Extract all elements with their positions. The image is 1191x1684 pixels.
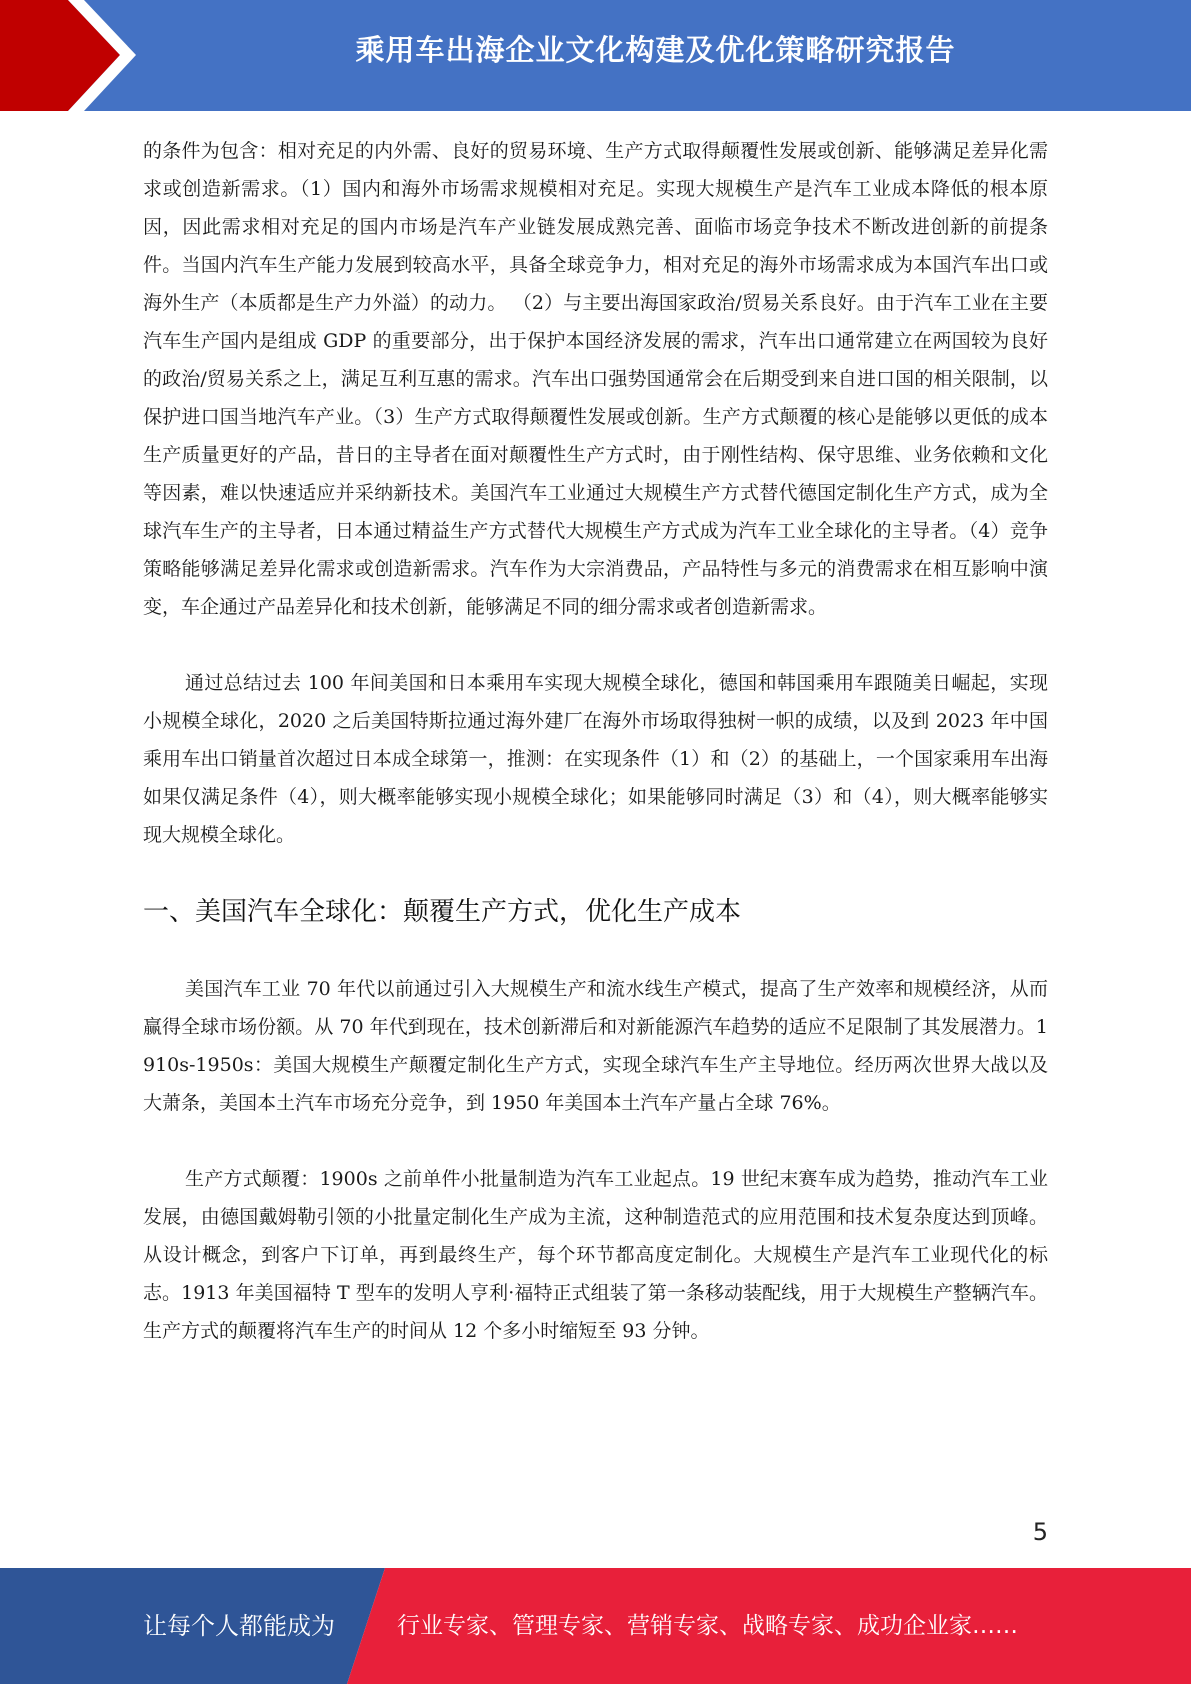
body-paragraph: 生产方式颠覆：1900s 之前单件小批量制造为汽车工业起点。19 世纪末赛车成为趋势，推动汽车工业发展，由德国戴姆勒引领的小批量定制化生产成为主流，这种制造范式的应用范围和技术复杂度达到顶峰。从设计概念，到客户下订单，再到最终生产，每个环节都高度定制化。大规模生产是汽车工业现代化的标志。1913 年美国福特 T 型车的发明人亨利·福特正式组装了第一条移动装配线，用于大规模生产整辆汽车。生产方式的颠覆将汽车生产的时间从 12 个多小时缩短至 93 分钟。 <box>143 1168 1048 1342</box>
section-heading: 一、美国汽车全球化：颠覆生产方式，优化生产成本 <box>143 897 742 927</box>
document-body <box>143 132 1048 1350</box>
page-footer <box>0 1568 1191 1684</box>
body-paragraph: 美国汽车工业 70 年代以前通过引入大规模生产和流水线生产模式，提高了生产效率和规模经济，从而赢得全球市场份额。从 70 年代到现在，技术创新滞后和对新能源汽车趋势的适应不足限制了其发展潜力。1910s-1950s：美国大规模生产颠覆定制化生产方式，实现全球汽车生产主导地位。经历两次世界大战以及大萧条，美国本土汽车市场充分竞争，到 1950 年美国本土汽车产量占全球 76%。 <box>143 978 1048 1114</box>
page-number: 5 <box>1032 1518 1048 1546</box>
body-paragraph: 通过总结过去 100 年间美国和日本乘用车实现大规模全球化，德国和韩国乘用车跟随美日崛起，实现小规模全球化，2020 之后美国特斯拉通过海外建厂在海外市场取得独树一帜的成绩，以及到 2023 年中国乘用车出口销量首次超过日本成全球第一，推测：在实现条件（1）和（2）的基础上，一个国家乘用车出海如果仅满足条件（4），则大概率能够实现小规模全球化；如果能够同时满足（3）和（4），则大概率能够实现大规模全球化。 <box>143 672 1048 846</box>
page-header <box>0 0 1191 111</box>
report-title: 乘用车出海企业文化构建及优化策略研究报告 <box>355 33 956 67</box>
footer-slogan-left: 让每个人都能成为 <box>143 1612 335 1640</box>
footer-slogan-right: 行业专家、管理专家、营销专家、战略专家、成功企业家…… <box>397 1613 1018 1639</box>
header-arrow-decoration <box>0 0 160 111</box>
body-paragraph: 的条件为包含：相对充足的内外需、良好的贸易环境、生产方式取得颠覆性发展或创新、能够满足差异化需求或创造新需求。（1）国内和海外市场需求规模相对充足。实现大规模生产是汽车工业成本降低的根本原因，因此需求相对充足的国内市场是汽车产业链发展成熟完善、面临市场竞争技术不断改进创新的前提条件。当国内汽车生产能力发展到较高水平，具备全球竞争力，相对充足的海外市场需求成为本国汽车出口或海外生产（本质都是生产力外溢）的动力。 （2）与主要出海国家政治/贸易关系良好。由于汽车工业在主要汽车生产国内是组成 GDP 的重要部分，出于保护本国经济发展的需求，汽车出口通常建立在两国较为良好的政治/贸易关系之上，满足互利互惠的需求。汽车出口强势国通常会在后期受到来自进口国的相关限制，以保护进口国当地汽车产业。（3）生产方式取得颠覆性发展或创新。生产方式颠覆的核心是能够以更低的成本生产质量更好的产品，昔日的主导者在面对颠覆性生产方式时，由于刚性结构、保守思维、业务依赖和文化等因素，难以快速适应并采纳新技术。美国汽车工业通过大规模生产方式替代德国定制化生产方式，成为全球汽车生产的主导者，日本通过精益生产方式替代大规模生产方式成为汽车工业全球化的主导者。（4）竞争策略能够满足差异化需求或创造新需求。汽车作为大宗消费品，产品特性与多元的消费需求在相互影响中演变，车企通过产品差异化和技术创新，能够满足不同的细分需求或者创造新需求。 <box>143 140 1048 618</box>
